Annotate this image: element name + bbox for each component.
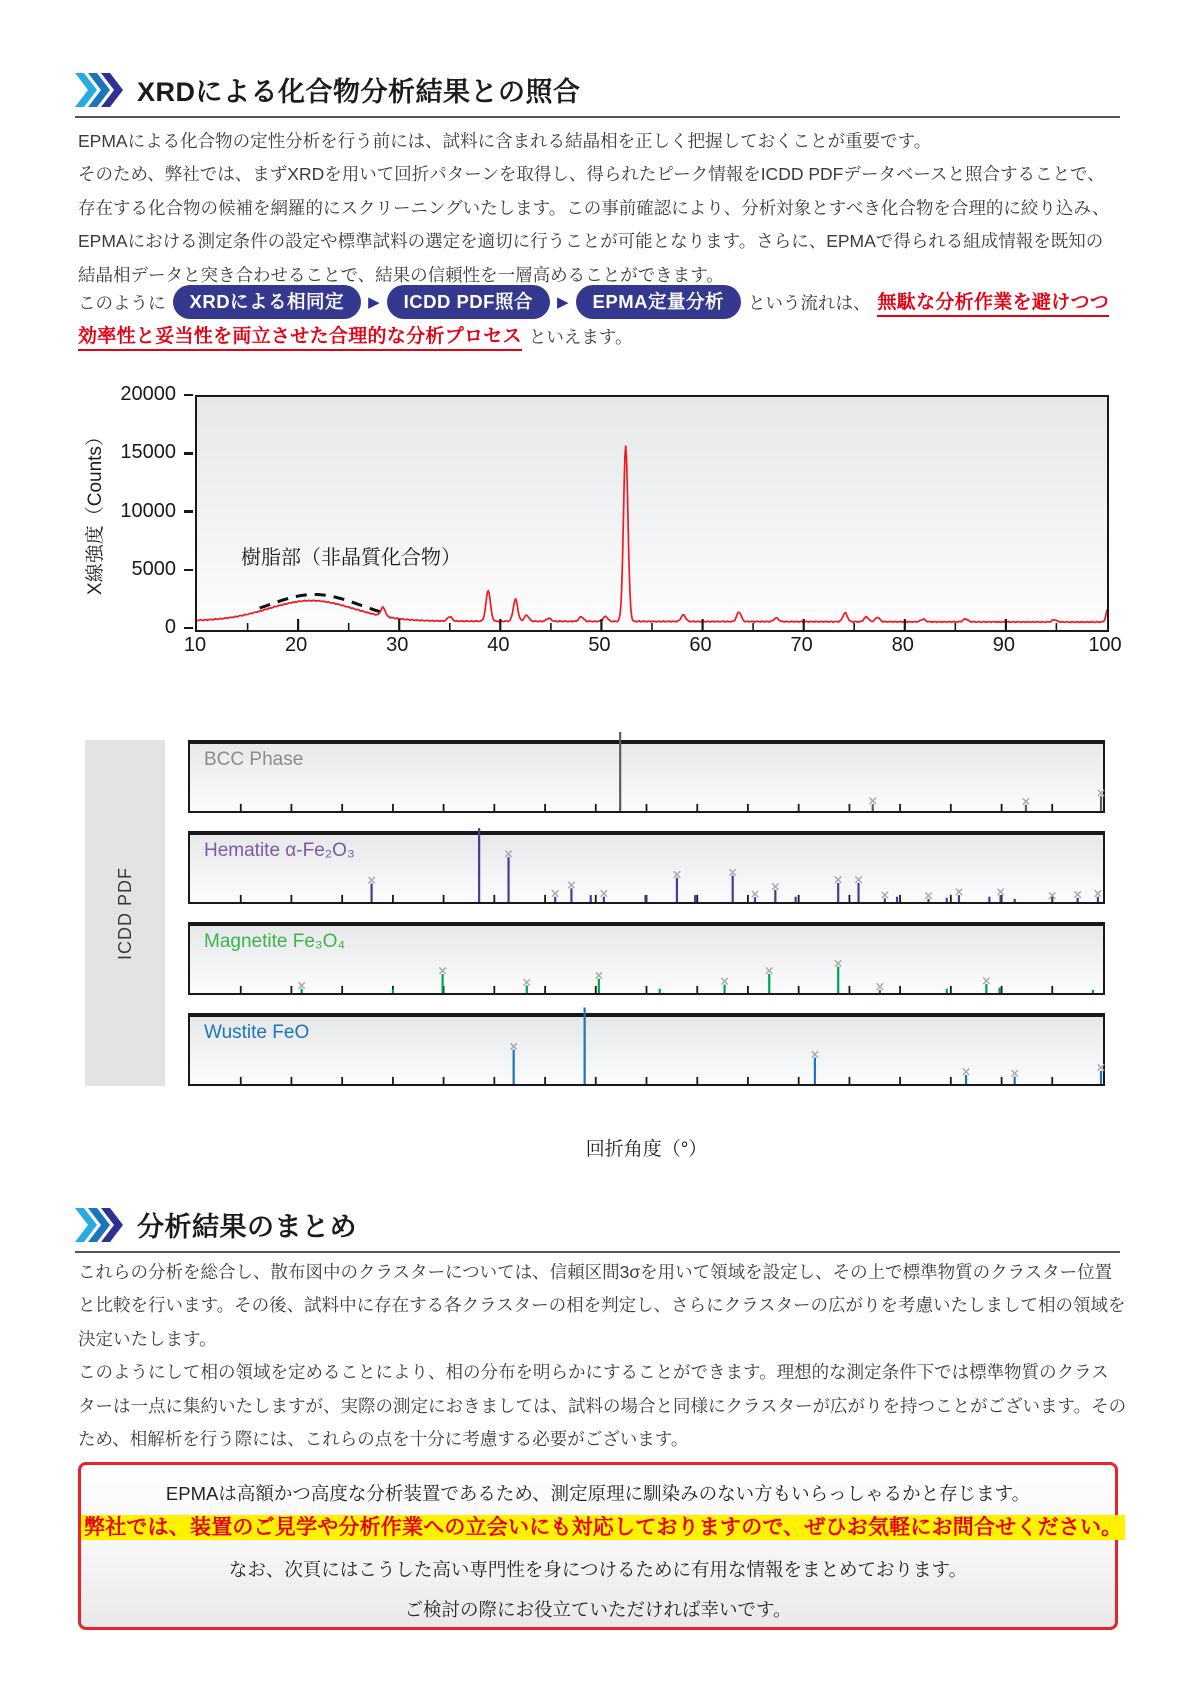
section2-paragraph [78,1256,1128,1456]
section2-title: 分析結果のまとめ [137,1212,357,1242]
text-line: これらの分析を総合し、散布図中のクラスターについては、信頼区間3σを用いて領域を設定し、その上で標準物質のクラスター位置 [78,1262,1113,1282]
amorphous-annotation: 樹脂部（非晶質化合物） [241,547,461,569]
text-line: と比較を行います。その後、試料中に存在する各クラスターの相を判定し、さらにクラスターの広がりを考慮いたしまして相の領域を [78,1295,1126,1316]
x-tick-label: 90 [992,634,1015,656]
analysis-flow-row-2 [78,321,633,351]
x-tick-label: 50 [588,634,611,656]
flow-badge-epma: EPMA定量分析 [576,285,741,319]
analysis-flow-row [78,285,1109,319]
y-tick-label: 0 [164,616,176,638]
stick-pattern [190,835,1103,902]
xrd-trace [197,397,1107,630]
x-tick-label: 30 [386,634,409,656]
notice-line: なお、次頁にはこうした高い専門性を身につけるために有用な情報をまとめております。 [228,1559,968,1580]
x-tick-label: 10 [183,634,207,656]
icdd-section [0,740,1191,1165]
y-tick-label: 20000 [120,383,176,405]
notice-line: EPMAは高額かつ高度な分析装置であるため、測定原理に馴染みのない方もいらっしゃるかと存じます。 [165,1483,1031,1504]
plot-area [195,395,1109,632]
text-line: 存在する化合物の候補を網羅的にスクリーニングいたします。この事前確認により、分析対象とすべき化合物を合理的に絞り込み、 [78,197,1110,218]
x-tick-label: 80 [891,634,914,656]
icdd-panel-wustite [188,1013,1105,1086]
y-tick-label: 10000 [120,499,176,522]
text-line: EPMAにおける測定条件の設定や標準試料の選定を適切に行うことが可能となります。さらに、EPMAで得られる組成情報を既知の [78,231,1104,252]
flow-badge-icdd: ICDD PDF照合 [387,285,550,319]
xrd-chart [0,360,1191,685]
text-line: 結晶相データと突き合わせることで、結果の信頼性を一層高めることができます。 [78,264,724,285]
y-tick-mark [184,627,193,630]
text-line: このようにして相の領域を定めることにより、相の分布を明らかにすることができます。理想的な測定条件下では標準物質のクラス [78,1362,1109,1383]
section1-title: XRDによる化合物分析結果との照合 [137,77,581,107]
text-line: EPMAによる化合物の定性分析を行う前には、試料に含まれる結晶相を正しく把握しておくことが重要です。 [78,131,932,151]
flow-emphasis-1: 無駄な分析作業を避けつつ [877,287,1109,317]
icdd-panel-hematite [188,831,1105,904]
panel-label: Magnetite Fe₃O₄ [204,931,346,952]
stick-pattern [190,744,1103,811]
y-tick-mark [184,452,193,455]
y-axis-label: X線強度（Counts） [85,427,106,595]
flow-badge-xrd: XRDによる相同定 [173,285,362,319]
flow-emphasis-2: 効率性と妥当性を両立させた合理的な分析プロセス [78,321,522,351]
section1-header [75,70,581,109]
section2-header [75,1205,357,1244]
panel-label: BCC Phase [204,749,304,770]
y-tick-mark [184,394,193,397]
flow-suffix: という流れは、 [747,292,871,313]
notice-line-emphasis [81,1512,1123,1543]
y-tick-mark [184,569,193,572]
panel-label: Wustite FeO [204,1022,310,1043]
icdd-sidebar-label: ICDD PDF [114,866,135,960]
icdd-panel-bcc [188,740,1105,813]
arrow-right-icon: ▶ [368,293,380,311]
stick-pattern [190,1017,1103,1084]
stick-pattern [190,926,1103,993]
y-tick-label: 5000 [131,557,176,580]
x-axis-label: 回折角度（°） [585,1139,708,1160]
x-tick-label: 60 [689,634,712,656]
x-tick-label: 100 [1088,634,1122,656]
text-line: 決定いたします。 [78,1328,217,1349]
icdd-sidebar [85,740,165,1086]
text-line: そのため、弊社では、まずXRDを用いて回折パターンを取得し、得られたピーク情報をICDD PDFデータベースと照合することで、 [78,164,1105,185]
text-line: ため、相解析を行う際には、これらの点を十分に考慮する必要がございます。 [78,1429,689,1450]
notice-highlight: 弊社では、装置のご見学や分析作業への立会いにも対応しておりますので、ぜひお気軽にお問合せください。 [81,1515,1125,1540]
section2-underline [75,1251,1120,1253]
triple-chevron-icon [75,72,123,108]
notice-box [78,1462,1123,1630]
x-tick-label: 40 [487,634,510,656]
flow-prefix: このように [78,292,166,313]
section1-underline [75,116,1120,118]
notice-line: ご検討の際にお役立ていただければ幸いです。 [404,1599,792,1620]
triple-chevron-icon [75,1207,123,1243]
arrow-right-icon: ▶ [556,293,569,311]
y-tick-mark [184,510,193,513]
text-line: ターは一点に集約いたしますが、実際の測定におきましては、試料の場合と同様にクラスターが広がりを持つことがございます。その [78,1395,1127,1416]
panel-label: Hematite α-Fe₂O₃ [204,840,355,861]
x-tick-label: 70 [790,634,813,656]
y-tick-label: 15000 [120,441,176,464]
icdd-panel-magnetite [188,922,1105,995]
flow-tail: といえます。 [528,326,633,347]
section1-paragraph [78,125,1128,292]
x-tick-label: 20 [284,634,308,656]
